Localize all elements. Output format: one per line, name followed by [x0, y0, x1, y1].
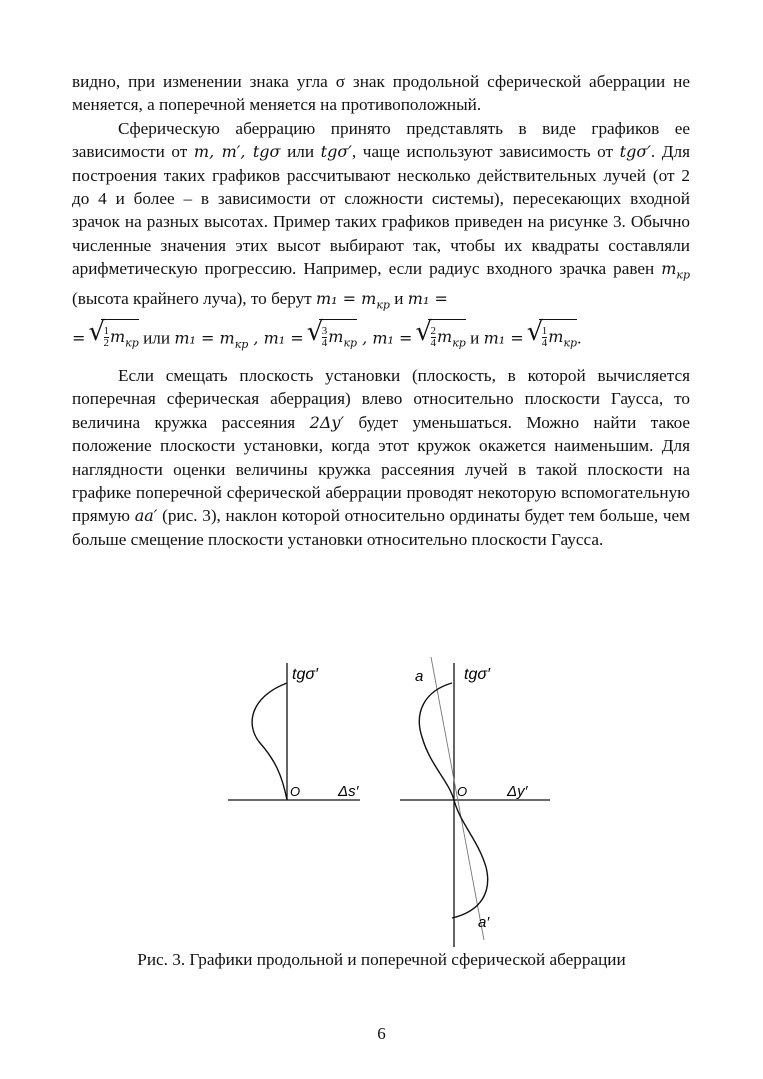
document-body	[72, 70, 690, 551]
equation: m₁ = m	[174, 328, 235, 348]
variable: aa′	[134, 506, 158, 526]
text: и	[389, 289, 408, 309]
text: или	[280, 142, 321, 162]
variables: m, m′, tgσ	[193, 142, 281, 162]
transverse-curve-lower	[452, 800, 488, 918]
formula-line: = √ $\frac{1}{2}$ $m_{кр}$ или $m_1 = m_{кр}$ , m₁ = √ $\frac{3}{4}$ $m_{кр}$ , m₁ = √ $\frac{2}{4}$ $m_{кр}$ и m₁ = √ $\frac{1}{4}$ $m_{кр}$.	[72, 319, 690, 362]
text: будет уменьшаться. Можно найти такое положение плоскости установки, когда этот кружок окажется наименьшим. Для наглядности оценки величины кружка рассеяния лучей в такой плоскости на графике поперечной сферической аберрации проводят некоторую вспомогательную прямую	[72, 412, 690, 526]
label-a-prime: a′	[478, 914, 490, 931]
page-number: 6	[377, 1024, 386, 1043]
longitudinal-graph	[228, 663, 360, 800]
equation: m₁ = m	[316, 289, 377, 309]
paragraph-1: видно, при изменении знака угла σ знак продольной сферической аберрации не меняется, а поперечной меняется на противоположный.	[72, 72, 690, 115]
text: (рис. 3), наклон которой относительно ординаты будет тем больше, чем больше смещение плоскости установки относительно плоскости Гаусса.	[72, 506, 690, 549]
label-a: a	[415, 668, 424, 685]
equation: m₁ =	[407, 289, 448, 309]
text: или	[138, 328, 175, 348]
left-x-label: Δs′	[338, 783, 359, 800]
left-y-label: tgσ′	[292, 666, 318, 683]
longitudinal-curve	[252, 683, 287, 800]
right-x-label: Δy′	[507, 783, 528, 800]
variable: 2Δy′	[309, 412, 345, 432]
figure-3	[220, 655, 560, 955]
text: . Для построения таких графиков рассчитывают несколько действительных лучей (от 2 до 4 и более – в зависимости от сложности системы), пересекающих входной зрачок на разных высотах. Пример таких графиков приведен на рисунке 3. Обычно численные значения этих высот выбирают так, чтобы их квадраты составляли арифметическую прогрессию. Например, если радиус входного зрачка равен	[72, 142, 690, 279]
text: , чаще используют зависимость от	[351, 142, 620, 162]
transverse-curve-upper	[419, 683, 454, 800]
subscript: кр	[676, 268, 690, 282]
sqrt-3: √ $\frac{2}{4}$ $m_{кр}$	[418, 319, 466, 360]
sqrt-1: √ $\frac{1}{2}$ $m_{кр}$	[91, 319, 139, 360]
transverse-graph	[400, 657, 550, 947]
text: Если смещать плоскость установки (плоскость, в которой вычисляется поперечная сферическая аберрация) влево относительно плоскости Гаусса, то величина кружка рассеяния	[72, 366, 690, 432]
sqrt-2: √ $\frac{3}{4}$ $m_{кр}$	[309, 319, 357, 360]
subscript: кр	[376, 298, 390, 312]
aberration-graphs	[220, 655, 560, 955]
variable: tgσ′	[619, 142, 651, 162]
sqrt-4: √ $\frac{1}{4}$ $m_{кр}$	[529, 319, 577, 360]
fraction: √ $\frac{1}{2}$	[103, 325, 109, 350]
variable: tgσ′	[320, 142, 352, 162]
paragraph-3	[72, 364, 690, 551]
equals: =	[72, 328, 91, 348]
right-origin-label: O	[457, 784, 468, 799]
right-y-label: tgσ′	[464, 666, 490, 683]
paragraph-2	[72, 117, 690, 317]
text: (высота крайнего луча), то берут	[72, 289, 316, 309]
variable: m	[661, 259, 677, 279]
figure-caption: Рис. 3. Графики продольной и поперечной сферической аберрации	[137, 950, 626, 969]
text: Сферическую аберрацию принято представлять в виде графиков ее зависимости от	[72, 118, 690, 162]
left-origin-label: O	[290, 784, 301, 799]
